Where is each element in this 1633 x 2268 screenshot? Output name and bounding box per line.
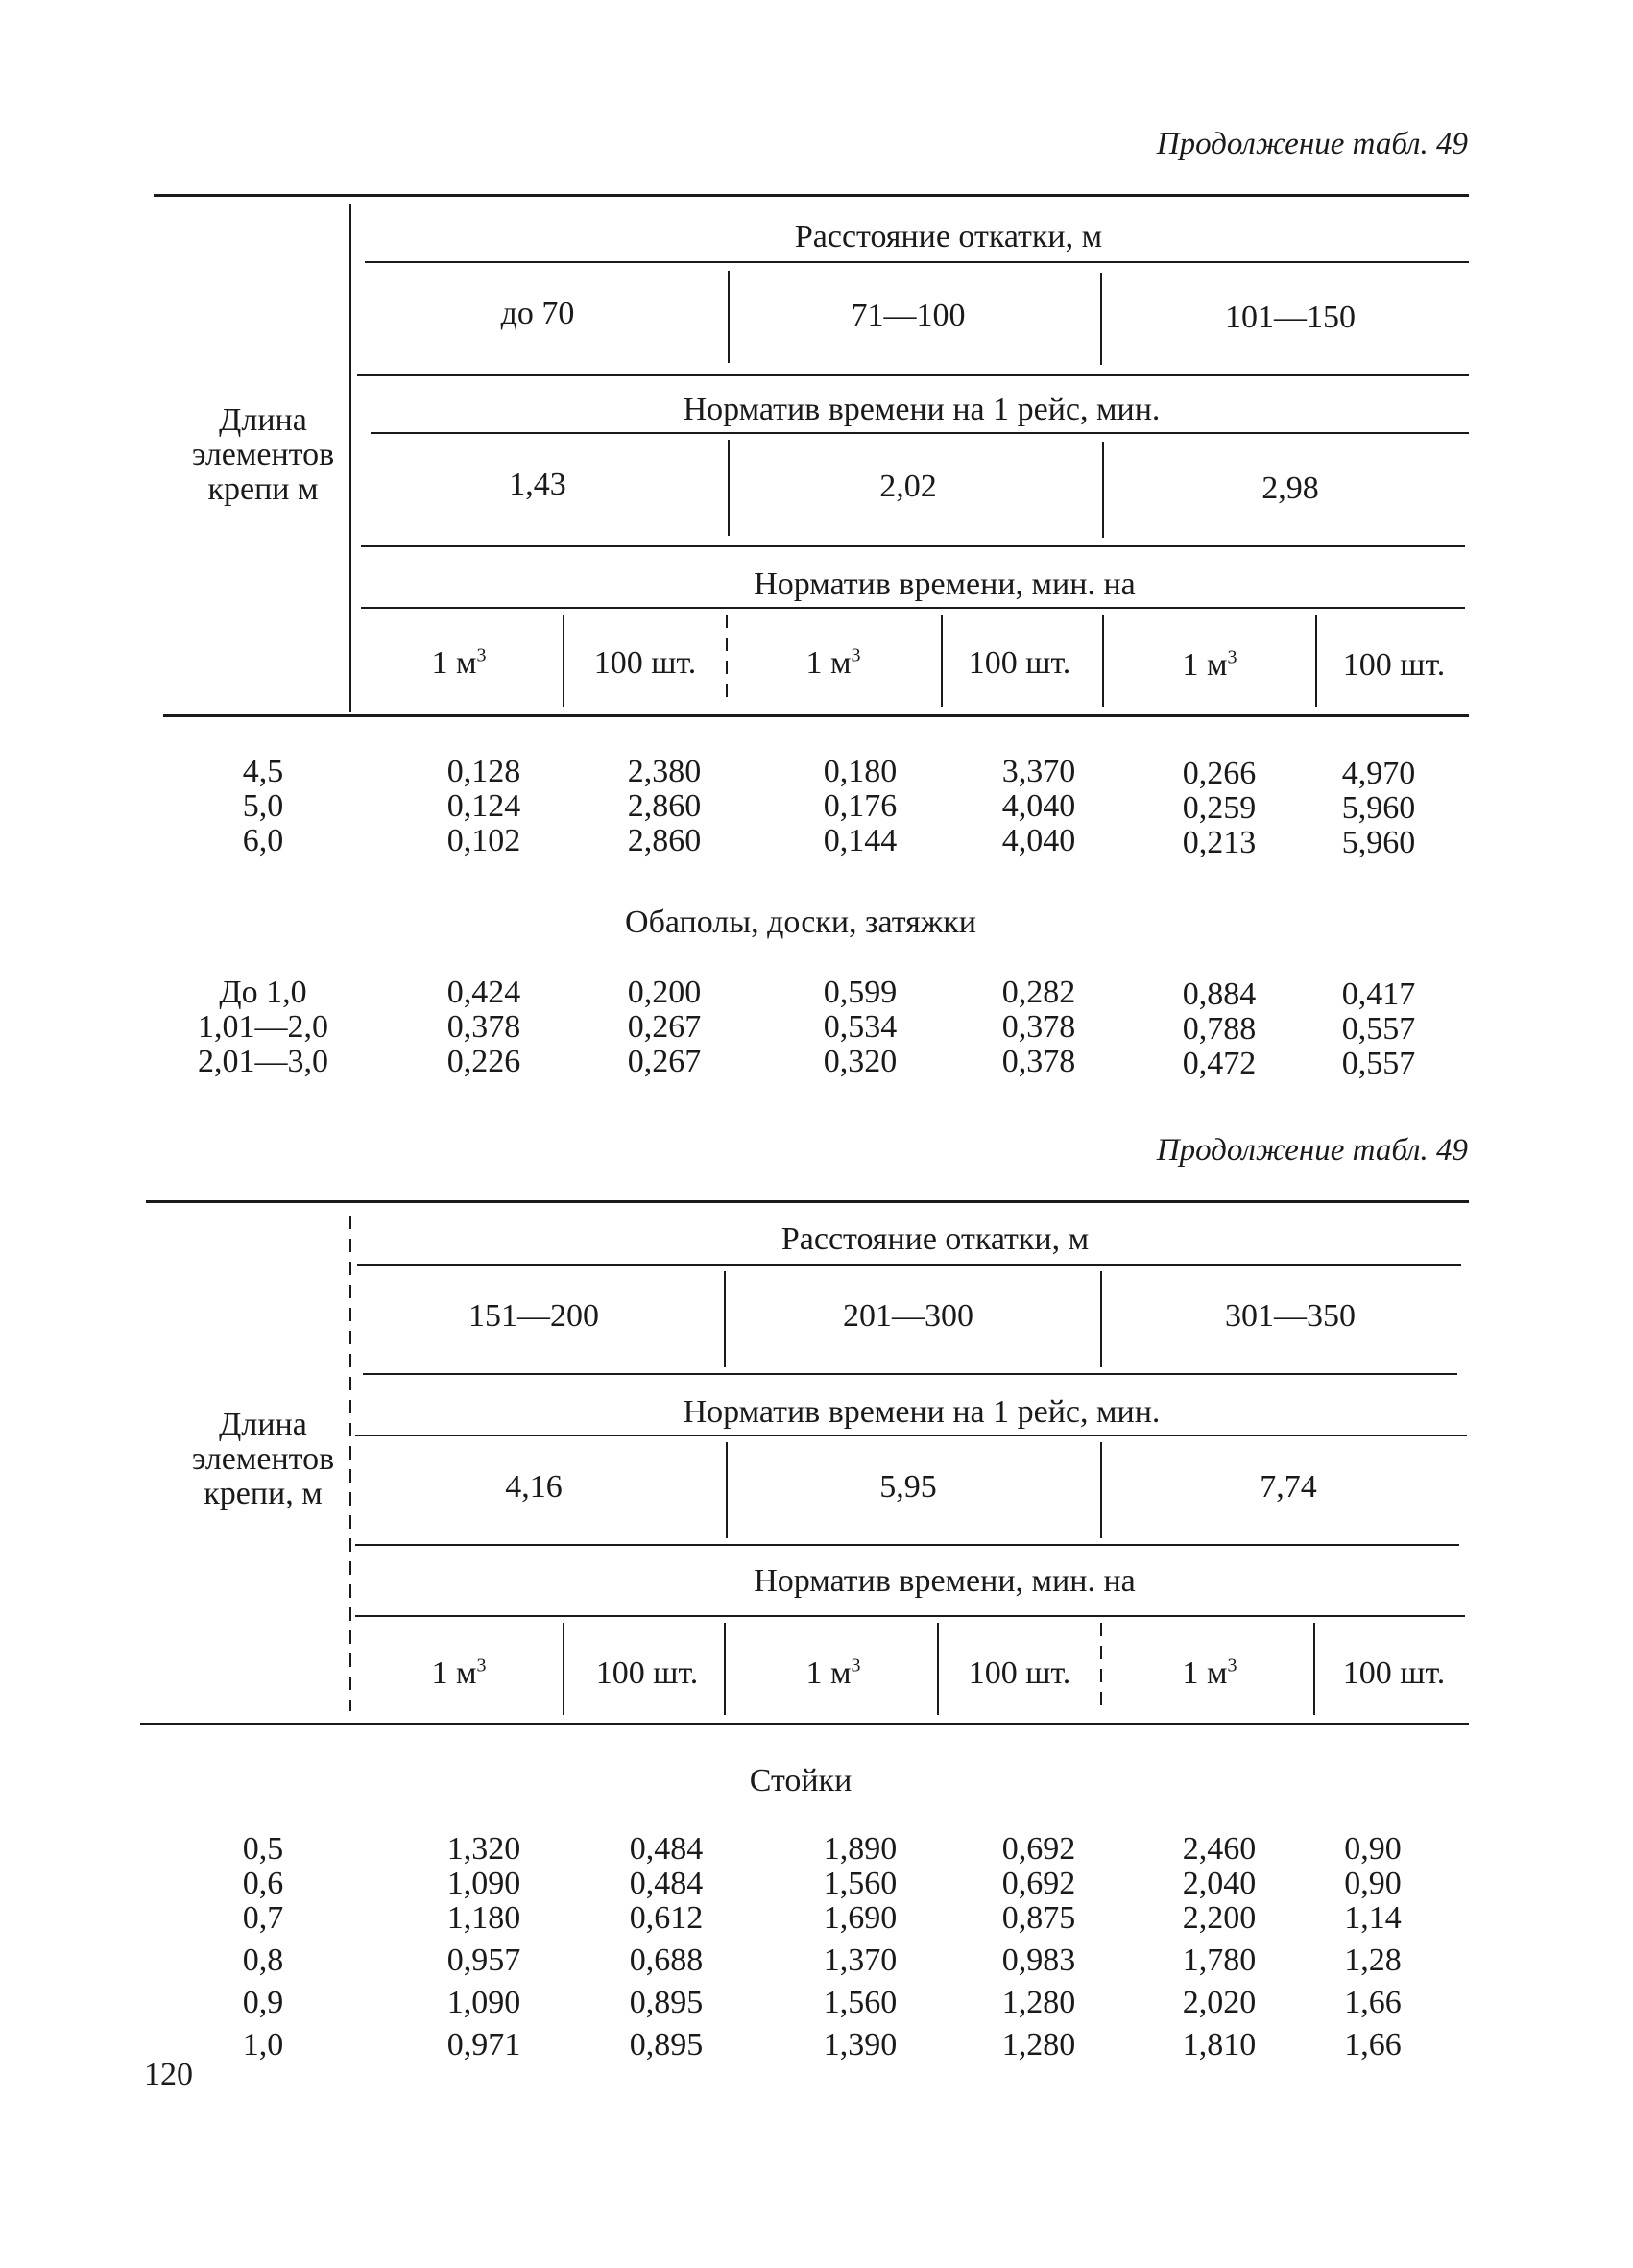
table1-group2-col4: 0,282 0,378 0,378 bbox=[1001, 975, 1076, 1079]
table1-group2-col1: 0,424 0,378 0,226 bbox=[446, 975, 521, 1079]
table1-unit-m3-3: 1 $м^3$ bbox=[1182, 646, 1237, 683]
page-number: 120 bbox=[144, 2057, 193, 2092]
table2-unit-m3-3: 1 $м^3$ bbox=[1182, 1654, 1237, 1691]
table1-group1-col2: 2,380 2,860 2,860 bbox=[627, 754, 702, 858]
table2-col5: 2,460 2,040 2,200 1,780 2,020 1,810 bbox=[1182, 1831, 1257, 2063]
table2-unit-pcs-2: 100 шт. bbox=[968, 1655, 1071, 1691]
table2-unit-pcs-3: 100 шт. bbox=[1342, 1655, 1446, 1691]
table1-group1-col4: 3,370 4,040 4,040 bbox=[1001, 754, 1076, 858]
table2-unit-m3-2: 1 $м^3$ bbox=[805, 1654, 861, 1691]
table1-group1-col5: 0,266 0,259 0,213 bbox=[1182, 756, 1257, 860]
table1-group2-col2: 0,200 0,267 0,267 bbox=[627, 975, 702, 1079]
table2-col6: 0,90 0,90 1,14 1,28 1,66 1,66 bbox=[1344, 1831, 1402, 2063]
table2-distance-header: Расстояние откатки, м bbox=[780, 1221, 1090, 1257]
table1-group2-lengths: До 1,0 1,01—2,0 2,01—3,0 bbox=[198, 975, 328, 1079]
table1-distance-3: 101—150 bbox=[1225, 300, 1356, 335]
table1-group1-col3: 0,180 0,176 0,144 bbox=[823, 754, 898, 858]
table1-trip-norm-1: 1,43 bbox=[509, 467, 566, 502]
table1-unit-m3-2: 1 $м^3$ bbox=[805, 644, 861, 681]
table1-group2-col3: 0,599 0,534 0,320 bbox=[823, 975, 898, 1079]
table1-trip-norm-header: Норматив времени на 1 рейс, мин. bbox=[683, 392, 1161, 427]
table2-col4: 0,692 0,692 0,875 0,983 1,280 1,280 bbox=[1001, 1831, 1076, 2063]
table2-stub-header: Длина элементов крепи, м bbox=[191, 1407, 335, 1511]
table1-distance-header: Расстояние откатки, м bbox=[794, 219, 1103, 254]
table2-col2: 0,484 0,484 0,612 0,688 0,895 0,895 bbox=[629, 1831, 704, 2063]
table2-distance-3: 301—350 bbox=[1225, 1298, 1356, 1334]
table2-trip-norm-2: 5,95 bbox=[879, 1469, 937, 1505]
table1-group1-col1: 0,128 0,124 0,102 bbox=[446, 754, 521, 858]
table1-norm-header: Норматив времени, мин. на bbox=[754, 567, 1136, 602]
table2-distance-1: 151—200 bbox=[468, 1298, 599, 1334]
table2-trip-norm-3: 7,74 bbox=[1260, 1469, 1317, 1505]
table1-group2-col6: 0,417 0,557 0,557 bbox=[1341, 977, 1416, 1081]
table1-unit-pcs-1: 100 шт. bbox=[593, 645, 697, 681]
table2-distance-2: 201—300 bbox=[843, 1298, 973, 1334]
table2-unit-pcs-1: 100 шт. bbox=[595, 1655, 699, 1691]
table1-distance-1: до 70 bbox=[500, 296, 575, 331]
table2-norm-header: Норматив времени, мин. на bbox=[754, 1563, 1136, 1599]
table1-continuation-caption: Продолжение табл. 49 bbox=[1156, 127, 1468, 161]
table1-unit-m3-1: 1 $м^3$ bbox=[431, 644, 487, 681]
table2-section-title: Стойки bbox=[749, 1763, 853, 1798]
table2-trip-norm-1: 4,16 bbox=[505, 1469, 563, 1505]
table1-group1-lengths: 4,5 5,0 6,0 bbox=[242, 754, 284, 858]
table1-unit-pcs-3: 100 шт. bbox=[1342, 647, 1446, 683]
table1-trip-norm-2: 2,02 bbox=[879, 469, 937, 504]
table1-unit-pcs-2: 100 шт. bbox=[968, 645, 1071, 681]
table2-trip-norm-header: Норматив времени на 1 рейс, мин. bbox=[683, 1394, 1161, 1430]
table2-col3: 1,890 1,560 1,690 1,370 1,560 1,390 bbox=[823, 1831, 898, 2063]
table1-stub-header: Длина элементов крепи м bbox=[191, 402, 335, 507]
table1-section-title: Обаполы, доски, затяжки bbox=[625, 905, 976, 940]
table2-col1: 1,320 1,090 1,180 0,957 1,090 0,971 bbox=[446, 1831, 521, 2063]
table2-unit-m3-1: 1 $м^3$ bbox=[431, 1654, 487, 1691]
table2-continuation-caption: Продолжение табл. 49 bbox=[1156, 1133, 1468, 1168]
table2-lengths: 0,5 0,6 0,7 0,8 0,9 1,0 bbox=[242, 1831, 284, 2063]
table1-group2-col5: 0,884 0,788 0,472 bbox=[1182, 977, 1257, 1081]
table1-distance-2: 71—100 bbox=[851, 298, 966, 333]
table1-group1-col6: 4,970 5,960 5,960 bbox=[1341, 756, 1416, 860]
table1-trip-norm-3: 2,98 bbox=[1261, 470, 1319, 506]
